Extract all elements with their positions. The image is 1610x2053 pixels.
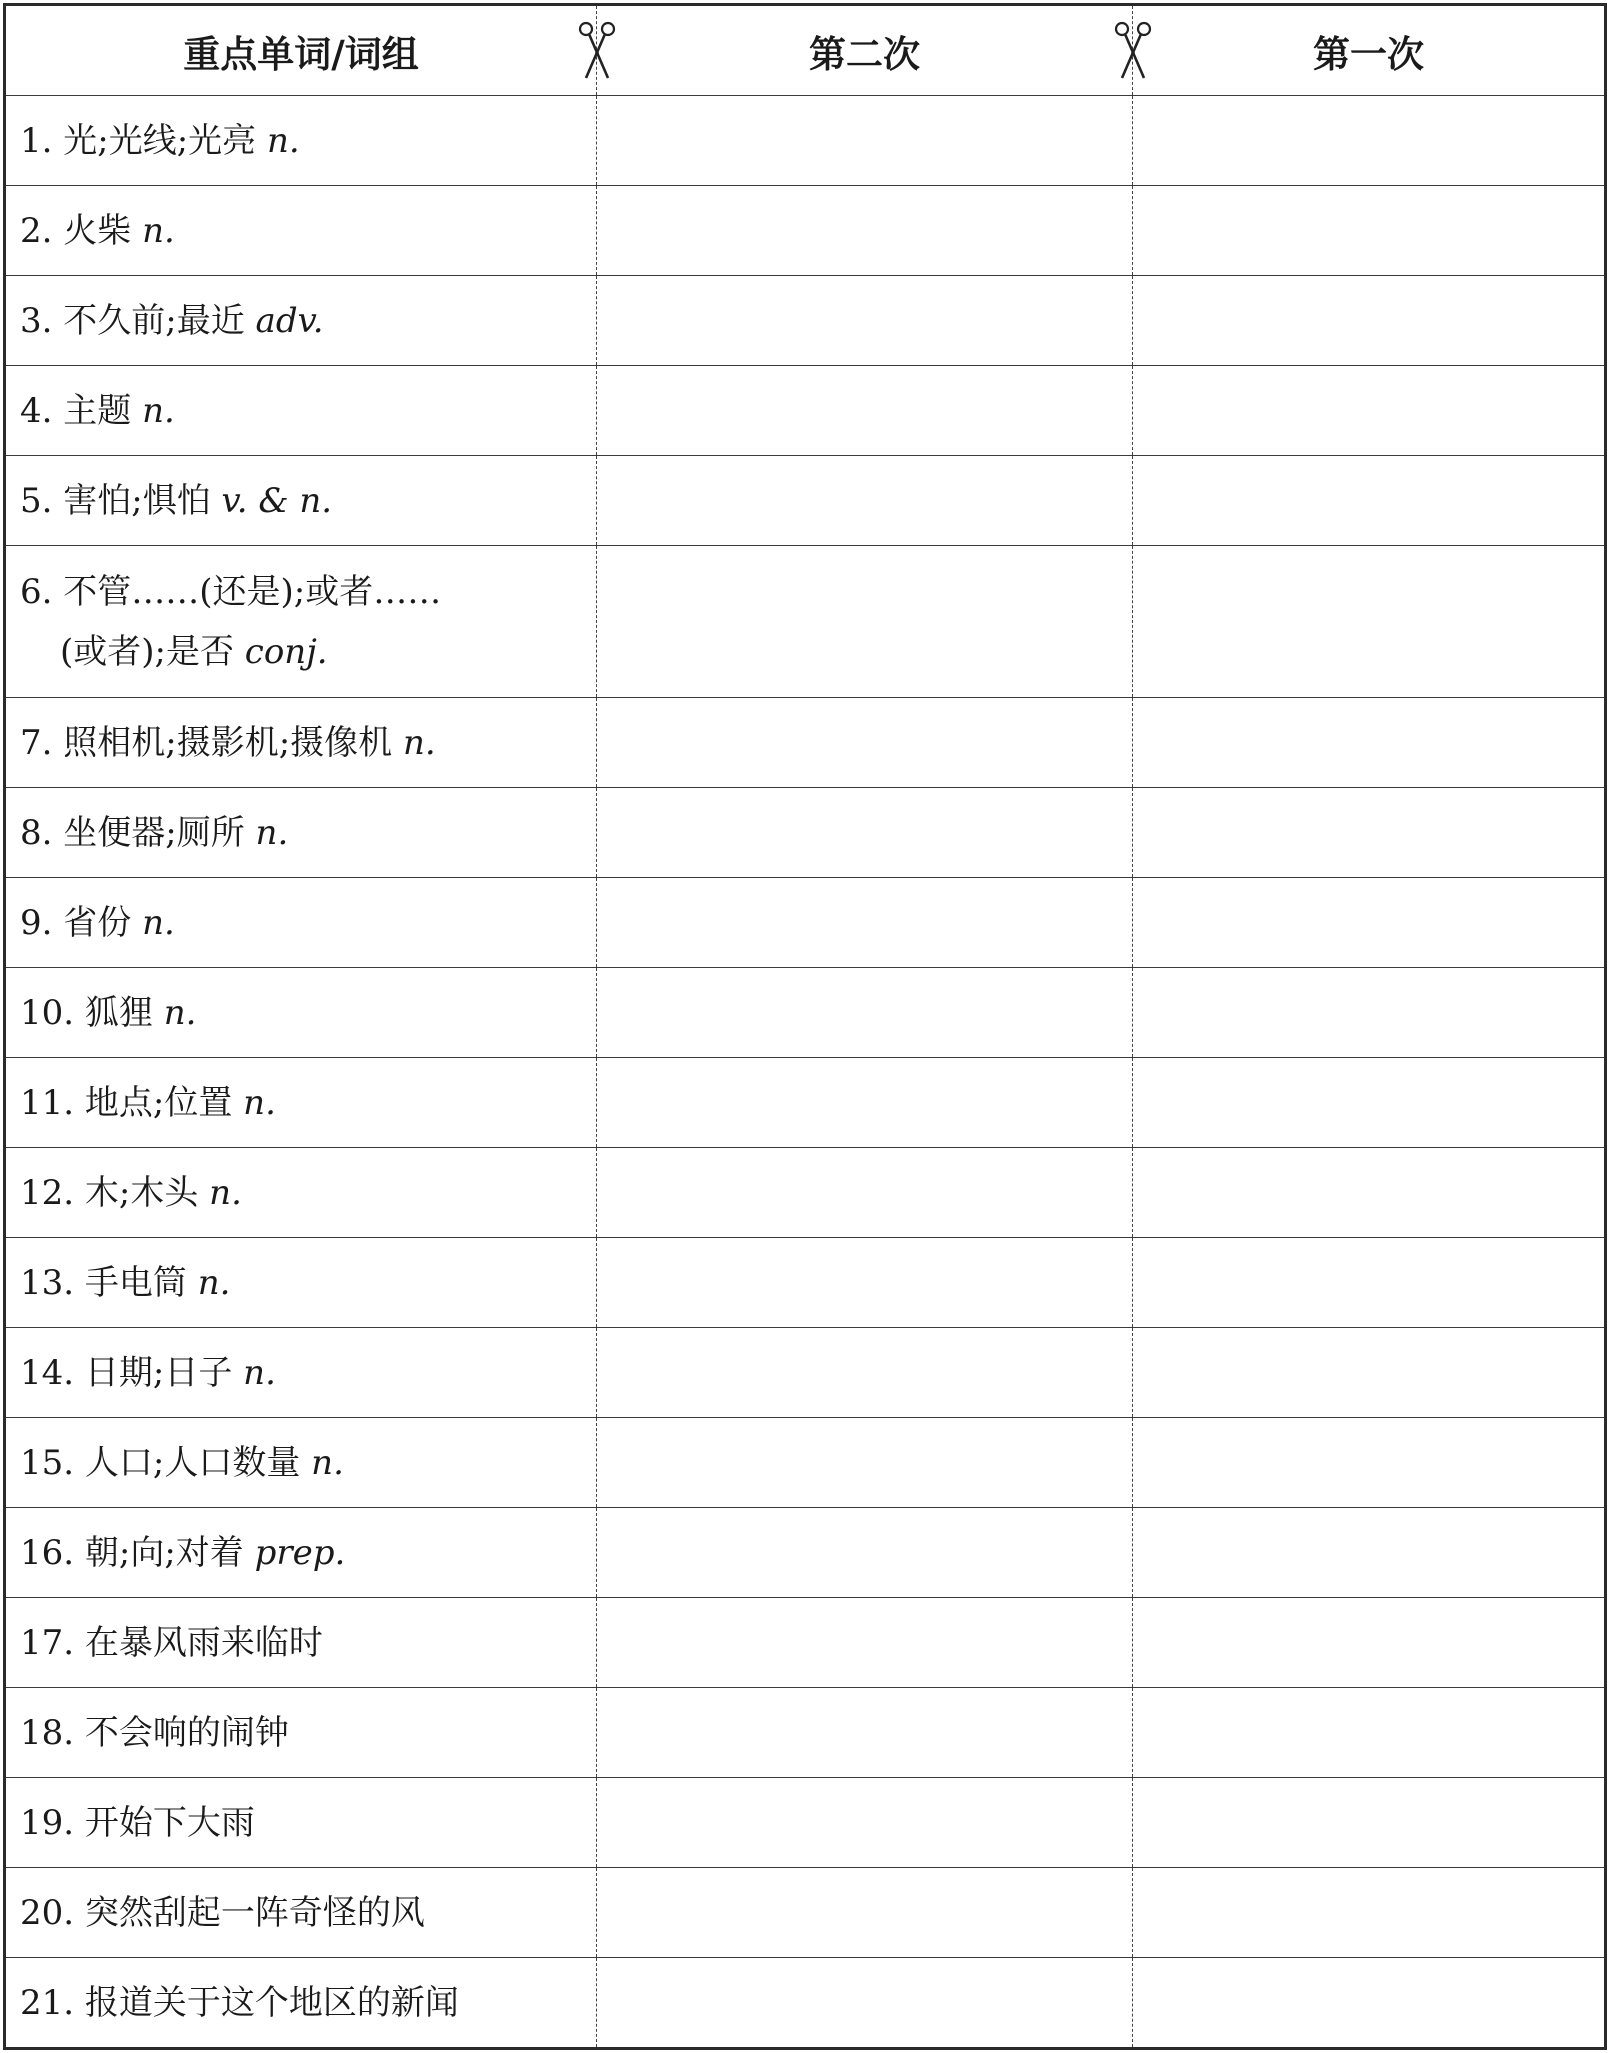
first-attempt-cell[interactable] xyxy=(1132,1508,1604,1597)
part-of-speech: n. xyxy=(142,210,175,251)
first-attempt-cell[interactable] xyxy=(1132,1688,1604,1777)
scissors-icon xyxy=(575,20,619,82)
table-row xyxy=(6,1868,1604,1958)
second-attempt-cell[interactable] xyxy=(596,788,1132,877)
part-of-speech: n. xyxy=(267,120,300,161)
entry-meaning: 照相机;摄影机;摄像机 xyxy=(63,722,393,763)
part-of-speech: n. xyxy=(403,722,436,763)
second-attempt-cell[interactable] xyxy=(596,186,1132,275)
entry-number: 7. xyxy=(20,722,53,763)
second-attempt-cell[interactable] xyxy=(596,1958,1132,2047)
first-attempt-cell[interactable] xyxy=(1132,1328,1604,1417)
first-attempt-cell[interactable] xyxy=(1132,1058,1604,1147)
word-entry xyxy=(20,713,436,773)
entry-number: 2. xyxy=(20,210,53,251)
entry-number: 15. xyxy=(20,1442,75,1483)
part-of-speech: n. xyxy=(142,390,175,431)
entry-number: 8. xyxy=(20,812,53,853)
first-attempt-cell[interactable] xyxy=(1132,1418,1604,1507)
entry-number: 14. xyxy=(20,1352,75,1393)
entry-number: 1. xyxy=(20,120,53,161)
table-row xyxy=(6,968,1604,1058)
word-entry xyxy=(20,983,196,1043)
first-attempt-cell[interactable] xyxy=(1132,276,1604,365)
second-attempt-cell[interactable] xyxy=(596,698,1132,787)
table-row xyxy=(6,456,1604,546)
second-attempt-cell[interactable] xyxy=(596,1508,1132,1597)
entry-meaning: 地点;位置 xyxy=(84,1082,233,1123)
table-row xyxy=(6,1328,1604,1418)
table-row xyxy=(6,276,1604,366)
entry-number: 4. xyxy=(20,390,53,431)
second-attempt-cell[interactable] xyxy=(596,456,1132,545)
phrase-entry xyxy=(20,1883,425,1943)
first-attempt-cell[interactable] xyxy=(1132,1238,1604,1327)
table-row xyxy=(6,1778,1604,1868)
header-second-attempt: 第二次 xyxy=(596,6,1132,95)
entry-meaning: 省份 xyxy=(63,902,132,943)
first-attempt-cell[interactable] xyxy=(1132,96,1604,185)
table-row xyxy=(6,1958,1604,2047)
word-entry xyxy=(20,1073,276,1133)
entry-number: 3. xyxy=(20,300,53,341)
part-of-speech: n. xyxy=(163,992,197,1033)
word-entry xyxy=(20,1523,345,1583)
second-attempt-cell[interactable] xyxy=(596,546,1132,697)
part-of-speech: n. xyxy=(197,1262,231,1303)
first-attempt-cell[interactable] xyxy=(1132,456,1604,545)
entry-number: 6. xyxy=(20,571,53,612)
part-of-speech: prep. xyxy=(254,1532,346,1573)
table-row xyxy=(6,96,1604,186)
entry-meaning-continued: (或者);是否 xyxy=(60,631,234,672)
part-of-speech: conj. xyxy=(244,631,328,672)
first-attempt-cell[interactable] xyxy=(1132,698,1604,787)
entry-meaning: 开始下大雨 xyxy=(84,1802,255,1843)
second-attempt-cell[interactable] xyxy=(596,1328,1132,1417)
word-entry xyxy=(20,803,288,863)
first-attempt-cell[interactable] xyxy=(1132,1778,1604,1867)
header-row xyxy=(6,6,1604,96)
table-row xyxy=(6,1058,1604,1148)
first-attempt-cell[interactable] xyxy=(1132,1598,1604,1687)
first-attempt-cell[interactable] xyxy=(1132,878,1604,967)
entry-meaning: 木;木头 xyxy=(84,1172,199,1213)
second-attempt-cell[interactable] xyxy=(596,96,1132,185)
part-of-speech: n. xyxy=(243,1352,276,1393)
table-row xyxy=(6,186,1604,276)
entry-number: 17. xyxy=(20,1622,75,1663)
first-attempt-cell[interactable] xyxy=(1132,1958,1604,2047)
table-row xyxy=(6,1238,1604,1328)
table-row xyxy=(6,1598,1604,1688)
entry-number: 16. xyxy=(20,1532,75,1573)
second-attempt-cell[interactable] xyxy=(596,968,1132,1057)
entry-meaning: 主题 xyxy=(63,390,132,431)
table-row xyxy=(6,546,1604,698)
second-attempt-cell[interactable] xyxy=(596,1868,1132,1957)
second-attempt-cell[interactable] xyxy=(596,1778,1132,1867)
entry-meaning: 光;光线;光亮 xyxy=(63,120,257,161)
second-attempt-cell[interactable] xyxy=(596,1238,1132,1327)
entry-number: 18. xyxy=(20,1712,75,1753)
table-row xyxy=(6,1508,1604,1598)
second-attempt-cell[interactable] xyxy=(596,366,1132,455)
first-attempt-cell[interactable] xyxy=(1132,186,1604,275)
entry-meaning: 不会响的闹钟 xyxy=(84,1712,289,1753)
word-entry xyxy=(20,291,324,351)
entry-number: 5. xyxy=(20,480,53,521)
table-row xyxy=(6,698,1604,788)
part-of-speech: n. xyxy=(311,1442,344,1483)
entry-meaning: 朝;向;对着 xyxy=(84,1532,244,1573)
word-entry xyxy=(20,893,175,953)
entry-meaning: 狐狸 xyxy=(84,992,153,1033)
word-entry xyxy=(20,111,300,171)
header-key-words: 重点单词/词组 xyxy=(183,32,419,76)
entry-meaning: 手电筒 xyxy=(84,1262,187,1303)
part-of-speech: n. xyxy=(142,902,175,943)
phrase-entry xyxy=(20,1703,289,1763)
header-first-attempt: 第一次 xyxy=(1132,6,1604,95)
second-attempt-cell[interactable] xyxy=(596,1418,1132,1507)
first-attempt-cell[interactable] xyxy=(1132,1148,1604,1237)
entry-meaning: 火柴 xyxy=(63,210,132,251)
first-attempt-cell[interactable] xyxy=(1132,546,1604,697)
phrase-entry xyxy=(20,1973,459,2033)
phrase-entry xyxy=(20,1793,255,1853)
entry-number: 13. xyxy=(20,1262,75,1303)
table-row xyxy=(6,1688,1604,1778)
table-row xyxy=(6,788,1604,878)
second-attempt-cell[interactable] xyxy=(596,878,1132,967)
first-attempt-cell[interactable] xyxy=(1132,366,1604,455)
table-row xyxy=(6,878,1604,968)
entry-meaning: 坐便器;厕所 xyxy=(63,812,245,853)
word-entry xyxy=(20,381,175,441)
second-attempt-cell[interactable] xyxy=(596,1148,1132,1237)
part-of-speech: n. xyxy=(243,1082,276,1123)
first-attempt-cell[interactable] xyxy=(1132,1868,1604,1957)
entry-meaning: 报道关于这个地区的新闻 xyxy=(84,1982,459,2023)
word-entry xyxy=(20,562,441,682)
entry-meaning: 在暴风雨来临时 xyxy=(84,1622,323,1663)
entry-meaning: 不久前;最近 xyxy=(63,300,245,341)
entry-meaning: 人口;人口数量 xyxy=(84,1442,301,1483)
entry-meaning: 突然刮起一阵奇怪的风 xyxy=(84,1892,425,1933)
table-row xyxy=(6,1148,1604,1238)
second-attempt-cell[interactable] xyxy=(596,1598,1132,1687)
word-entry xyxy=(20,471,332,531)
table-row xyxy=(6,1418,1604,1508)
entry-number: 12. xyxy=(20,1172,75,1213)
entry-meaning: 不管……(还是);或者…… xyxy=(63,571,442,612)
word-entry xyxy=(20,1433,344,1493)
entry-number: 10. xyxy=(20,992,75,1033)
word-entry xyxy=(20,1253,230,1313)
table-row xyxy=(6,366,1604,456)
part-of-speech: adv. xyxy=(255,300,324,341)
entry-number: 21. xyxy=(20,1982,75,2023)
scissors-icon xyxy=(1111,20,1155,82)
second-attempt-cell[interactable] xyxy=(596,1688,1132,1777)
first-attempt-cell[interactable] xyxy=(1132,968,1604,1057)
word-entry xyxy=(20,1163,242,1223)
entry-number: 19. xyxy=(20,1802,75,1843)
entry-meaning: 日期;日子 xyxy=(84,1352,233,1393)
second-attempt-cell[interactable] xyxy=(596,1058,1132,1147)
second-attempt-cell[interactable] xyxy=(596,276,1132,365)
entry-number: 20. xyxy=(20,1892,75,1933)
entry-number: 9. xyxy=(20,902,53,943)
entry-number: 11. xyxy=(20,1082,75,1123)
word-entry xyxy=(20,1343,276,1403)
part-of-speech: v. & n. xyxy=(221,480,333,521)
part-of-speech: n. xyxy=(255,812,289,853)
part-of-speech: n. xyxy=(209,1172,242,1213)
first-attempt-cell[interactable] xyxy=(1132,788,1604,877)
word-entry xyxy=(20,201,175,261)
vocabulary-table xyxy=(3,3,1607,2050)
phrase-entry xyxy=(20,1613,323,1673)
entry-meaning: 害怕;惧怕 xyxy=(63,480,211,521)
